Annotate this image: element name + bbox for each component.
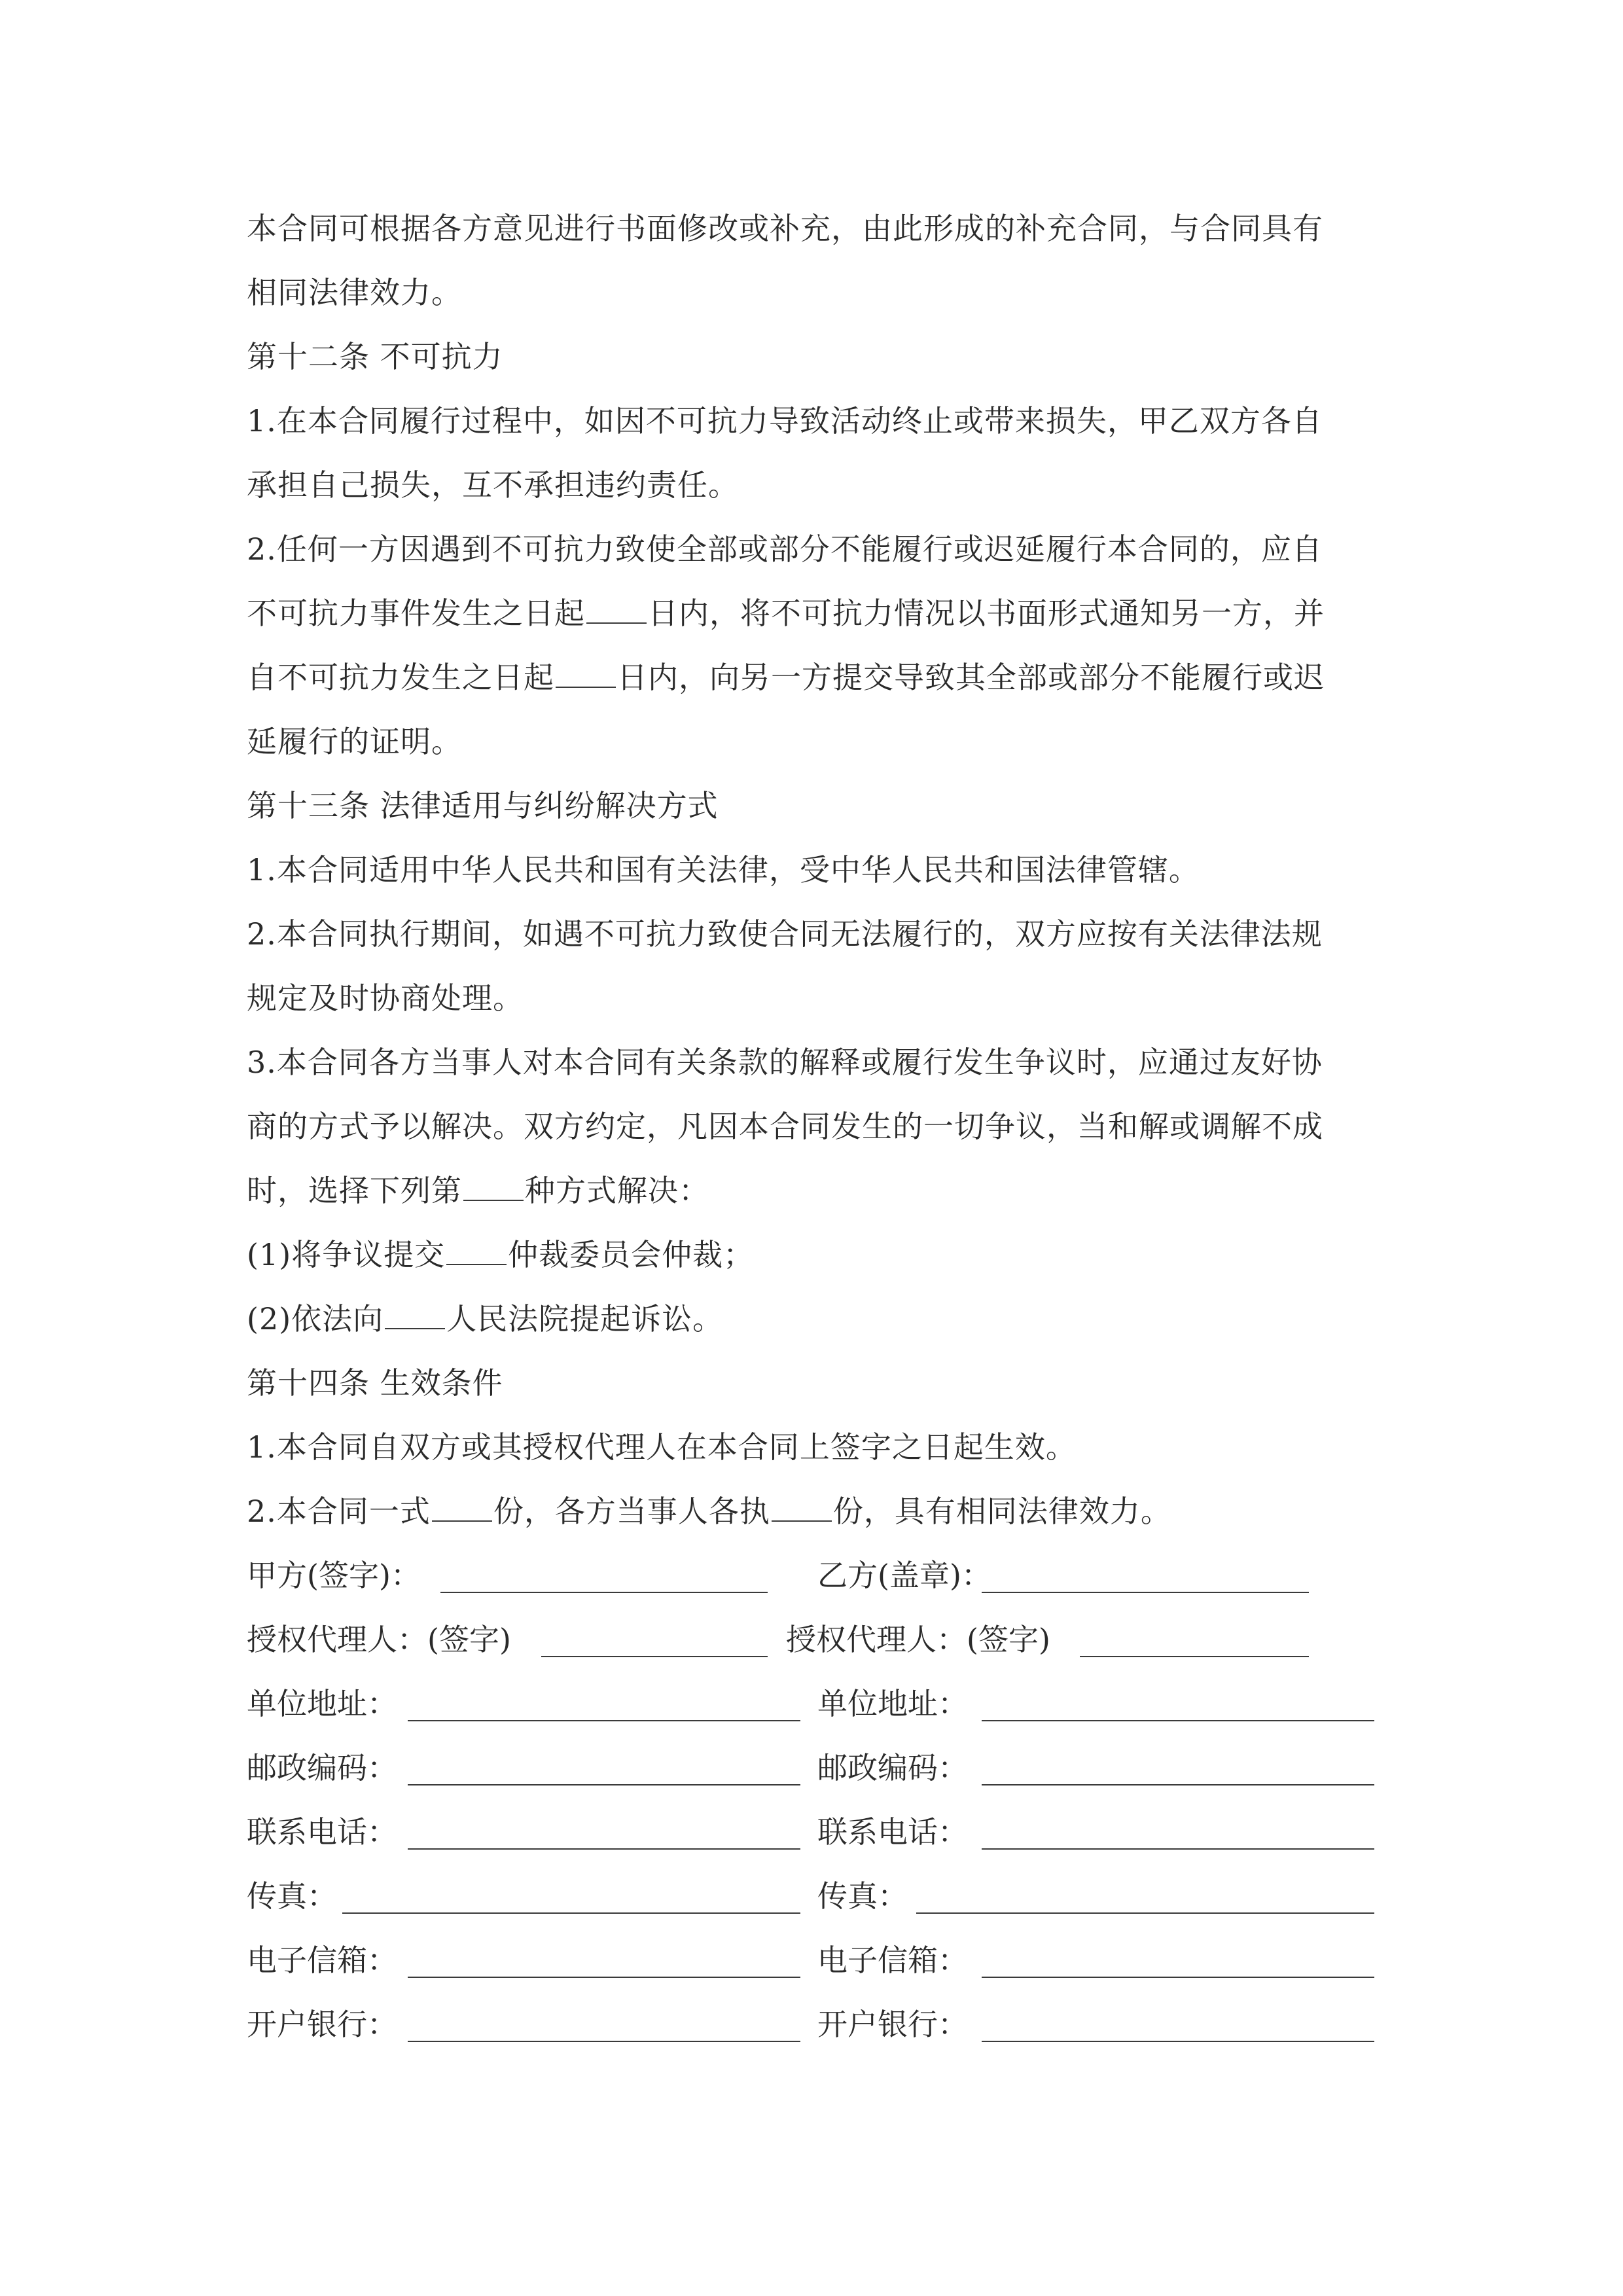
contract-page	[247, 196, 1379, 2056]
paragraph-line: 承担自己损失，互不承担违约责任。	[247, 467, 739, 503]
paragraph-line: 1.在本合同履行过程中，如因不可抗力导致活动终止或带来损失，甲乙双方各自	[247, 403, 1323, 439]
signature-row-postcode	[247, 1736, 1379, 1800]
paragraph-line	[247, 581, 1379, 645]
paragraph-line: 2.本合同执行期间，如遇不可抗力致使合同无法履行的，双方应按有关法律法规	[247, 916, 1323, 952]
bank-a-line[interactable]	[408, 2041, 800, 2042]
signature-row-email	[247, 1928, 1379, 1992]
agent-a-sign-line[interactable]	[541, 1656, 768, 1657]
fill-blank-copies-each[interactable]	[772, 1497, 832, 1522]
paragraph-line	[247, 1158, 1379, 1223]
paragraph-line: 3.本合同各方当事人对本合同有关条款的解释或履行发生争议时，应通过友好协	[247, 1045, 1323, 1080]
fill-blank-copies[interactable]	[432, 1497, 492, 1522]
agent-b-label: 授权代理人：(签字)	[786, 1622, 1050, 1657]
postcode-b-line[interactable]	[982, 1784, 1374, 1785]
text-segment: 份，具有相同法律效力。	[832, 1494, 1171, 1529]
postcode-a-line[interactable]	[408, 1784, 800, 1785]
party-a-sign-line[interactable]	[440, 1592, 768, 1593]
paragraph-line	[247, 1223, 1379, 1287]
article-14-heading: 第十四条 生效条件	[247, 1365, 503, 1401]
paragraph-line	[247, 1479, 1379, 1543]
bank-a-label: 开户银行：	[247, 2007, 397, 2042]
email-b-line[interactable]	[982, 1977, 1374, 1978]
address-a-label: 单位地址：	[247, 1686, 397, 1721]
text-segment: 自不可抗力发生之日起	[247, 660, 554, 695]
text-segment: 不可抗力事件发生之日起	[247, 596, 585, 631]
phone-a-line[interactable]	[408, 1848, 800, 1850]
agent-b-sign-line[interactable]	[1080, 1656, 1309, 1657]
address-a	[247, 1672, 397, 1736]
bank-b-label: 开户银行：	[817, 2007, 968, 2042]
paragraph-line: 1.本合同适用中华人民共和国有关法律，受中华人民共和国法律管辖。	[247, 852, 1200, 888]
email-b-label: 电子信箱：	[817, 1943, 968, 1978]
fill-blank-days-notice[interactable]	[586, 599, 647, 624]
article-12-heading: 第十二条 不可抗力	[247, 339, 503, 374]
party-b-signature	[817, 1543, 991, 1607]
signature-row-agent	[247, 1607, 1379, 1672]
bank-b	[817, 1992, 968, 2056]
bank-b-line[interactable]	[982, 2041, 1374, 2042]
address-b-line[interactable]	[982, 1720, 1374, 1721]
postcode-b-label: 邮政编码：	[817, 1750, 968, 1785]
fax-a-label: 传真：	[247, 1878, 337, 1914]
fill-blank-arbitration[interactable]	[446, 1240, 507, 1265]
paragraph-line	[247, 1287, 1379, 1351]
paragraph-line: 规定及时协商处理。	[247, 980, 524, 1016]
paragraph-line: 相同法律效力。	[247, 275, 462, 310]
phone-a-label: 联系电话：	[247, 1814, 397, 1850]
email-a-line[interactable]	[408, 1977, 800, 1978]
postcode-a-label: 邮政编码：	[247, 1750, 397, 1785]
party-b-label: 乙方(盖章)：	[817, 1558, 991, 1593]
email-a-label: 电子信箱：	[247, 1943, 397, 1978]
fax-a-line[interactable]	[342, 1912, 800, 1914]
party-b-sign-line[interactable]	[982, 1592, 1309, 1593]
text-segment: 日内，将不可抗力情况以书面形式通知另一方，并	[648, 596, 1325, 631]
phone-b-line[interactable]	[982, 1848, 1374, 1850]
fill-blank-days-proof[interactable]	[556, 663, 616, 688]
text-segment: 份，各方当事人各执	[493, 1494, 770, 1529]
paragraph-line: 商的方式予以解决。双方约定，凡因本合同发生的一切争议，当和解或调解不成	[247, 1109, 1323, 1144]
paragraph-line: 本合同可根据各方意见进行书面修改或补充，由此形成的补充合同，与合同具有	[247, 211, 1323, 246]
address-a-line[interactable]	[408, 1720, 800, 1721]
paragraph-line: 2.任何一方因遇到不可抗力致使全部或部分不能履行或迟延履行本合同的，应自	[247, 531, 1323, 567]
phone-b-label: 联系电话：	[817, 1814, 968, 1850]
text-segment: (2)依法向	[247, 1301, 384, 1336]
party-a-signature	[247, 1543, 421, 1607]
postcode-a	[247, 1736, 397, 1800]
address-b	[817, 1672, 968, 1736]
fill-blank-method[interactable]	[463, 1176, 524, 1201]
postcode-b	[817, 1736, 968, 1800]
text-segment: 种方式解决：	[525, 1173, 709, 1208]
signature-row-party	[247, 1543, 1379, 1607]
signature-row-phone	[247, 1800, 1379, 1864]
text-segment: 时，选择下列第	[247, 1173, 462, 1208]
agent-b-signature	[786, 1607, 1050, 1672]
signature-row-bank	[247, 1992, 1379, 2056]
fax-b-line[interactable]	[916, 1912, 1374, 1914]
paragraph-line: 延履行的证明。	[247, 724, 462, 759]
party-a-label: 甲方(签字)：	[247, 1558, 421, 1593]
paragraph-line: 1.本合同自双方或其授权代理人在本合同上签字之日起生效。	[247, 1429, 1077, 1465]
email-b	[817, 1928, 968, 1992]
text-segment: 2.本合同一式	[247, 1494, 431, 1529]
bank-a	[247, 1992, 397, 2056]
fax-a	[247, 1864, 337, 1928]
agent-a-label: 授权代理人：(签字)	[247, 1622, 511, 1657]
paragraph-line	[247, 645, 1379, 709]
signature-row-fax	[247, 1864, 1379, 1928]
email-a	[247, 1928, 397, 1992]
agent-a-signature	[247, 1607, 511, 1672]
address-b-label: 单位地址：	[817, 1686, 968, 1721]
article-13-heading: 第十三条 法律适用与纠纷解决方式	[247, 788, 719, 823]
text-segment: 仲裁委员会仲裁；	[508, 1237, 755, 1272]
phone-b	[817, 1800, 968, 1864]
fax-b-label: 传真：	[817, 1878, 908, 1914]
text-segment: (1)将争议提交	[247, 1237, 446, 1272]
fill-blank-court[interactable]	[385, 1304, 445, 1329]
text-segment: 人民法院提起诉讼。	[446, 1301, 724, 1336]
fax-b	[817, 1864, 908, 1928]
text-segment: 日内，向另一方提交导致其全部或部分不能履行或迟	[617, 660, 1325, 695]
phone-a	[247, 1800, 397, 1864]
signature-row-address	[247, 1672, 1379, 1736]
